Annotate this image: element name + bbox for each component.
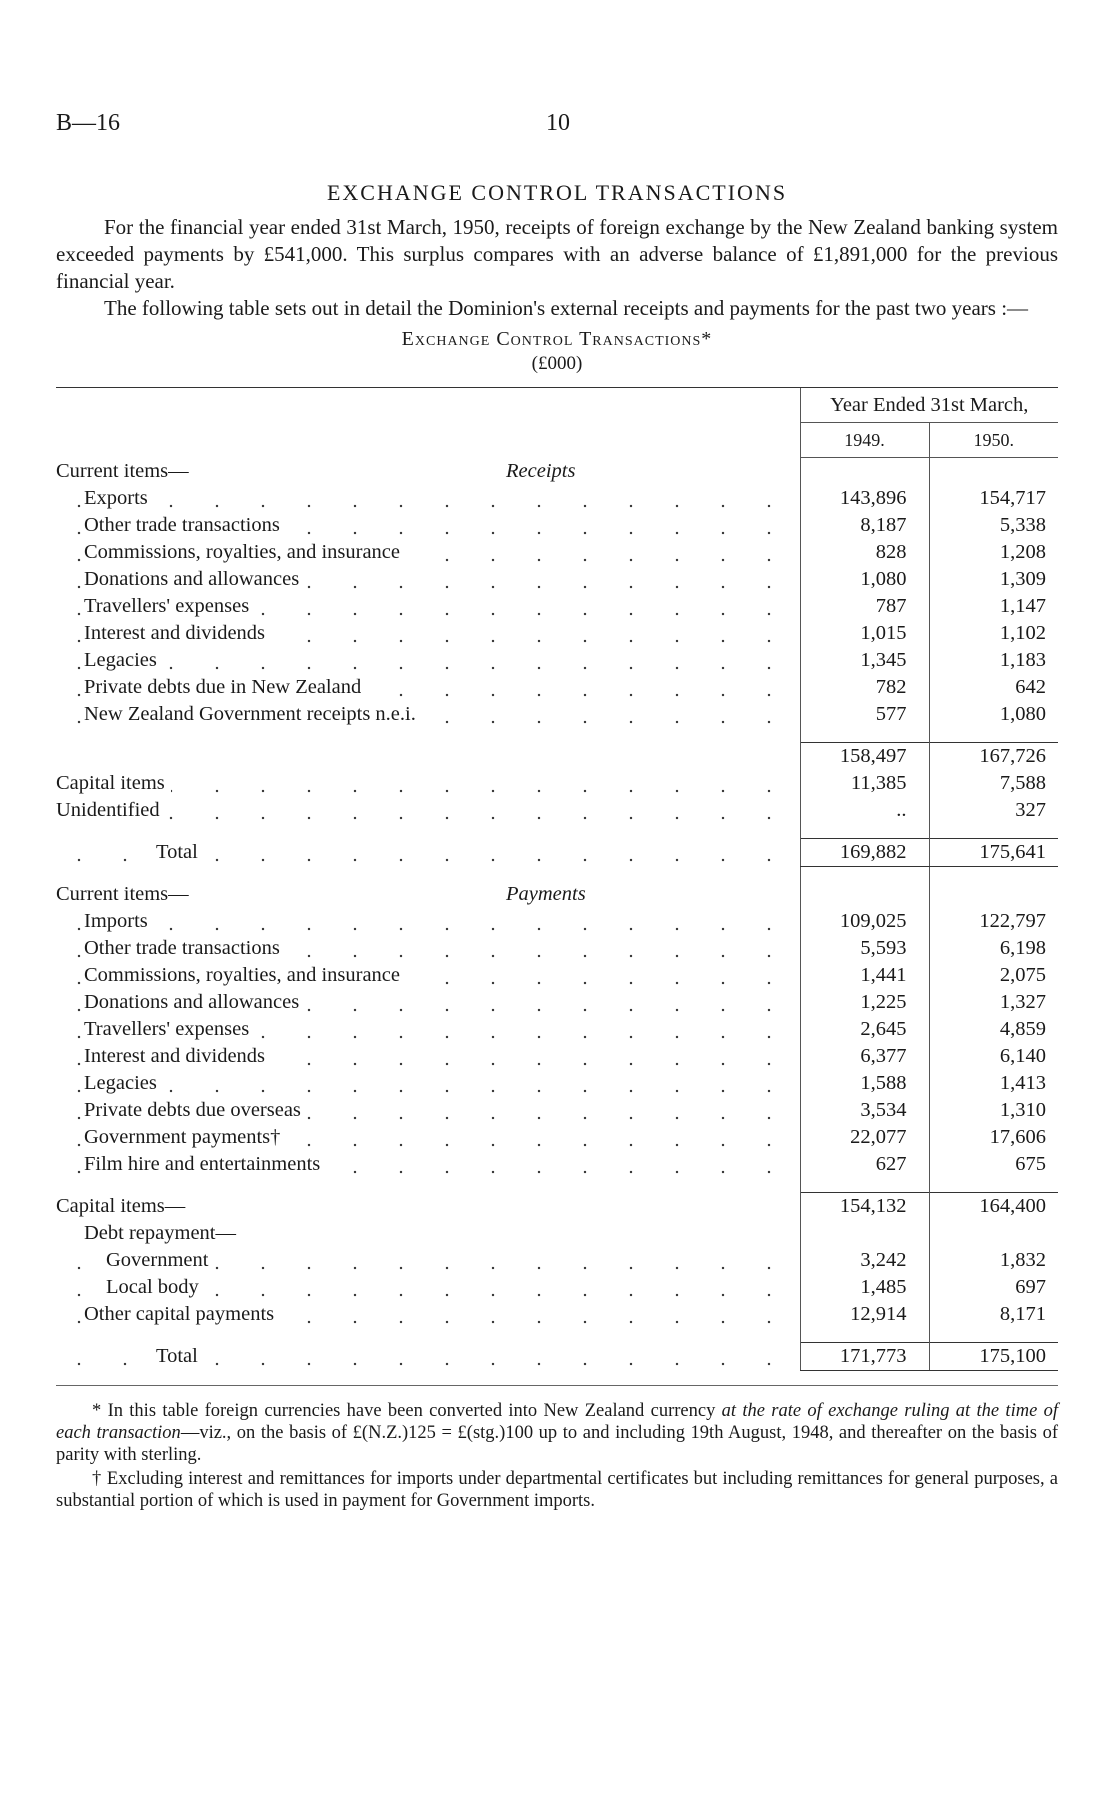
receipts-header-row	[56, 458, 1058, 486]
total-1949: 171,773	[800, 1343, 929, 1371]
total-label: Total	[156, 841, 204, 863]
row-label: Travellers' expenses	[84, 595, 255, 617]
table-row	[56, 989, 1058, 1016]
table-row	[56, 620, 1058, 647]
value-1949: 828	[800, 539, 929, 566]
value-1950: 327	[929, 797, 1058, 824]
total-1950: 175,100	[929, 1343, 1058, 1371]
year-1950: 1950.	[929, 423, 1058, 458]
row-label: Commissions, royalties, and insurance	[84, 964, 406, 986]
value-1949: 109,025	[800, 908, 929, 935]
table-intro-paragraph: The following table sets out in detail the Dominion's external receipts and payments for the past two years :—	[104, 296, 1029, 320]
footnotes	[56, 1385, 1058, 1512]
value-1950: 6,140	[929, 1043, 1058, 1070]
table-row	[56, 935, 1058, 962]
debt-repayment-row	[56, 1220, 1058, 1247]
value-1949: 5,593	[800, 935, 929, 962]
year-1949: 1949.	[800, 423, 929, 458]
row-label: Interest and dividends	[84, 1045, 271, 1067]
value-1950: 1,413	[929, 1070, 1058, 1097]
payments-header-row	[56, 881, 1058, 908]
value-1950: 1,080	[929, 701, 1058, 728]
table-row	[56, 566, 1058, 593]
value-1950: 1,208	[929, 539, 1058, 566]
document-code: B—16	[56, 110, 121, 136]
value-1950: 1,147	[929, 593, 1058, 620]
receipts-subtotal-row	[56, 743, 1058, 771]
table-row	[56, 1016, 1058, 1043]
table-title: Exchange Control Transactions*	[401, 328, 713, 350]
row-label: Exports	[84, 487, 154, 509]
value-1950: 6,198	[929, 935, 1058, 962]
subtotal-1950: 164,400	[929, 1193, 1058, 1221]
section-title: EXCHANGE CONTROL TRANSACTIONS	[326, 180, 788, 205]
value-1950: 675	[929, 1151, 1058, 1178]
value-1949: 1,485	[800, 1274, 929, 1301]
row-label: Unidentified	[56, 799, 166, 821]
value-1950: 2,075	[929, 962, 1058, 989]
receipts-current-label: Current items—	[56, 459, 189, 482]
row-label: Imports	[84, 910, 154, 932]
value-1949: 787	[800, 593, 929, 620]
value-1949: 1,015	[800, 620, 929, 647]
page-header	[56, 100, 1058, 140]
row-label: Interest and dividends	[84, 622, 271, 644]
total-label: Total	[156, 1345, 204, 1367]
table-row	[56, 674, 1058, 701]
value-1950: 5,338	[929, 512, 1058, 539]
value-1949: 782	[800, 674, 929, 701]
table-header-row	[56, 388, 1058, 423]
table-row	[56, 1274, 1058, 1301]
table-row	[56, 908, 1058, 935]
value-1949: 22,077	[800, 1124, 929, 1151]
row-label: Local body	[106, 1276, 205, 1298]
row-label: Legacies	[84, 1072, 163, 1094]
table-row	[56, 539, 1058, 566]
table-row	[56, 512, 1058, 539]
row-label: Government payments†	[84, 1126, 286, 1148]
row-label: Government	[106, 1249, 214, 1271]
payments-subtotal-row	[56, 1193, 1058, 1221]
payments-capital-label: Capital items—	[56, 1194, 186, 1217]
table-row	[56, 962, 1058, 989]
row-label: Private debts due in New Zealand	[84, 676, 367, 698]
document-page	[56, 100, 1058, 1514]
debt-repayment-label: Debt repayment—	[84, 1222, 236, 1244]
value-1949: 3,534	[800, 1097, 929, 1124]
table-row	[56, 1124, 1058, 1151]
row-label: Travellers' expenses	[84, 1018, 255, 1040]
value-1949: 627	[800, 1151, 929, 1178]
value-1950: 17,606	[929, 1124, 1058, 1151]
value-1949: 1,345	[800, 647, 929, 674]
value-1949: 577	[800, 701, 929, 728]
row-label: Other trade transactions	[84, 514, 286, 536]
receipts-capital-row	[56, 770, 1058, 797]
value-1950: 154,717	[929, 485, 1058, 512]
value-1949: 8,187	[800, 512, 929, 539]
year-header: Year Ended 31st March,	[800, 388, 1058, 423]
value-1950: 8,171	[929, 1301, 1058, 1328]
subtotal-1950: 167,726	[929, 743, 1058, 771]
footnote-exchange-rate: * In this table foreign currencies have been converted into New Zealand currency at the rate of exchange ruling at the time of each transaction—viz., on the basis of £(N.Z.)125 = £(stg.)100 up to and including 19th August, 1948, and thereafter on the basis of parity with sterling.	[56, 1401, 1059, 1465]
table-row	[56, 701, 1058, 728]
value-1950: 1,310	[929, 1097, 1058, 1124]
value-1949: 3,242	[800, 1247, 929, 1274]
value-1949: 2,645	[800, 1016, 929, 1043]
row-label: Other trade transactions	[84, 937, 286, 959]
value-1950: 1,183	[929, 647, 1058, 674]
row-label: Other capital payments	[84, 1303, 280, 1325]
receipts-section-label: Receipts	[506, 459, 576, 482]
receipts-total-row	[56, 839, 1058, 867]
footnote-government-payments: † Excluding interest and remittances for imports under departmental certificates but including remittances for general purposes, a substantial portion of which is used in payment for Government imports.	[56, 1469, 1058, 1511]
table-row	[56, 485, 1058, 512]
value-1950: 642	[929, 674, 1058, 701]
row-label: Commissions, royalties, and insurance	[84, 541, 406, 563]
table-row	[56, 1247, 1058, 1274]
value-1949: 143,896	[800, 485, 929, 512]
value-1949: 1,441	[800, 962, 929, 989]
value-1949: ..	[800, 797, 929, 824]
total-1949: 169,882	[800, 839, 929, 867]
payments-current-label: Current items—	[56, 883, 189, 905]
payments-total-row	[56, 1343, 1058, 1371]
row-label: Donations and allowances	[84, 991, 305, 1013]
row-label: Donations and allowances	[84, 568, 305, 590]
receipts-unidentified-row	[56, 797, 1058, 824]
value-1950: 122,797	[929, 908, 1058, 935]
value-1950: 1,327	[929, 989, 1058, 1016]
table-row	[56, 593, 1058, 620]
value-1949: 1,588	[800, 1070, 929, 1097]
value-1950: 7,588	[929, 770, 1058, 797]
value-1949: 1,225	[800, 989, 929, 1016]
table-row	[56, 1070, 1058, 1097]
value-1950: 4,859	[929, 1016, 1058, 1043]
subtotal-1949: 154,132	[800, 1193, 929, 1221]
intro-paragraph: For the financial year ended 31st March, 1950, receipts of foreign exchange by the New Zealand banking system exceeded payments by £541,000. This surplus compares with an adverse balance of £1,891,000 for the previous financial year.	[56, 215, 1058, 293]
row-label: Capital items	[56, 772, 171, 794]
value-1950: 697	[929, 1274, 1058, 1301]
value-1950: 1,102	[929, 620, 1058, 647]
row-label: Film hire and entertainments	[84, 1153, 326, 1175]
value-1949: 11,385	[800, 770, 929, 797]
value-1950: 1,309	[929, 566, 1058, 593]
exchange-table	[56, 387, 1058, 1371]
total-1950: 175,641	[929, 839, 1058, 867]
value-1949: 6,377	[800, 1043, 929, 1070]
subtotal-1949: 158,497	[800, 743, 929, 771]
table-row	[56, 1151, 1058, 1178]
page-number: 10	[546, 110, 570, 136]
payments-section-label: Payments	[506, 883, 586, 905]
table-row	[56, 647, 1058, 674]
row-label: Legacies	[84, 649, 163, 671]
table-row	[56, 1301, 1058, 1328]
row-label: Private debts due overseas	[84, 1099, 307, 1121]
table-row	[56, 1097, 1058, 1124]
value-1949: 12,914	[800, 1301, 929, 1328]
value-1949: 1,080	[800, 566, 929, 593]
row-label: New Zealand Government receipts n.e.i.	[84, 703, 422, 725]
table-header-blank	[56, 388, 800, 458]
table-row	[56, 1043, 1058, 1070]
value-1950: 1,832	[929, 1247, 1058, 1274]
table-unit: (£000)	[531, 353, 583, 374]
